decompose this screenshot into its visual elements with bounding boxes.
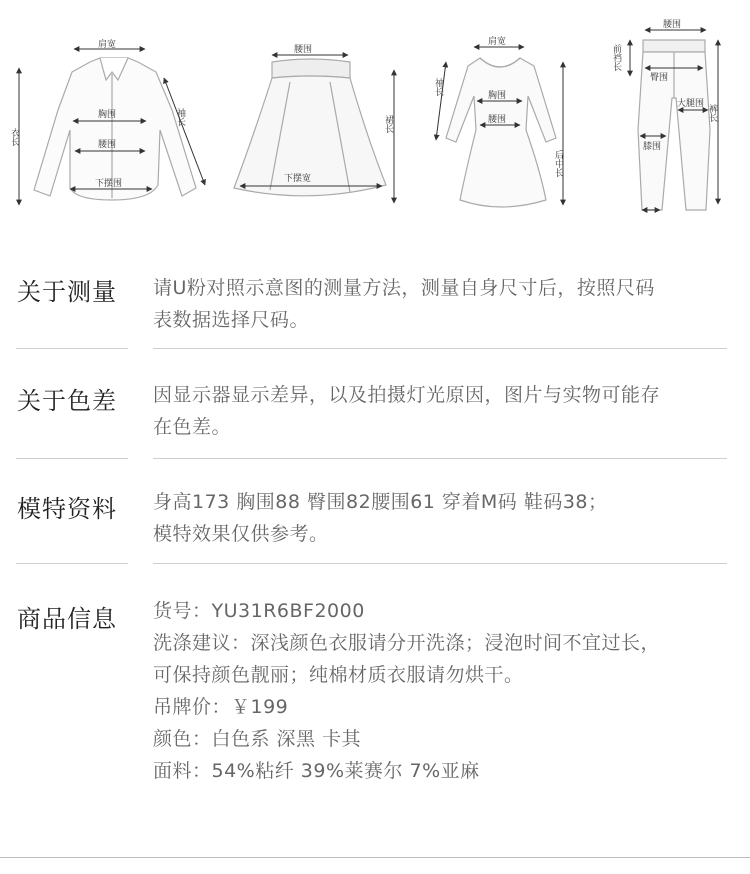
measurement-diagrams: [0, 0, 750, 230]
section-body-measurement: [153, 272, 733, 336]
body-line: 在色差。: [153, 416, 232, 438]
dress-chest-label: 胸围: [488, 91, 507, 101]
tag-price: 吊牌价：￥199: [153, 696, 289, 718]
shirt-shoulder-label: 肩宽: [98, 40, 117, 50]
section-title-color-difference: 关于色差: [17, 387, 117, 415]
body-line: 请U粉对照示意图的测量方法，测量自身尺寸后，按照尺码: [153, 277, 655, 299]
pants-knee-label: 膝围: [643, 142, 662, 152]
dress-diagram: [446, 58, 556, 207]
pants-front-rise-label: 前裆长: [611, 44, 621, 71]
section-body-product-info: [153, 595, 733, 787]
body-line: 因显示器显示差异，以及拍摄灯光原因，图片与实物可能存: [153, 384, 661, 406]
divider: [16, 348, 128, 349]
divider: [16, 458, 128, 459]
divider: [153, 458, 727, 459]
shirt-waist-label: 腰围: [98, 140, 117, 150]
shirt-chest-label: 胸围: [98, 110, 117, 120]
skirt-waist-label: 腰围: [294, 45, 313, 55]
pants-length-label: 裤长: [707, 104, 717, 122]
shirt-hem-label: 下摆围: [95, 179, 123, 189]
colors: 颜色：白色系 深黑 卡其: [153, 728, 362, 750]
bottom-divider: [0, 857, 750, 858]
fabric: 面料：54%粘纤 39%莱赛尔 7%亚麻: [153, 760, 480, 782]
section-title-model-info: 模特资料: [17, 495, 117, 523]
pants-thigh-label: 大腿围: [677, 99, 705, 109]
body-line: 模特效果仅供参考。: [153, 523, 329, 545]
section-body-color-difference: [153, 379, 733, 443]
shirt-length-label: 衣长: [9, 128, 19, 146]
section-title-measurement: 关于测量: [17, 278, 117, 306]
section-body-model-info: [153, 486, 733, 550]
product-sku: 货号：YU31R6BF2000: [153, 600, 365, 622]
dress-sleeve-label: 袖长: [433, 78, 443, 96]
skirt-hem-label: 下摆宽: [284, 174, 312, 184]
body-line: 表数据选择尺码。: [153, 309, 310, 331]
dress-back-length-label: 后中长: [553, 150, 563, 177]
pants-waist-label: 腰围: [663, 20, 682, 30]
dress-waist-label: 腰围: [488, 115, 507, 125]
divider: [16, 563, 128, 564]
wash-advice: 洗涤建议：深浅颜色衣服请分开洗涤；浸泡时间不宜过长，: [153, 632, 661, 654]
divider: [153, 563, 727, 564]
pants-hip-label: 臀围: [650, 73, 669, 83]
section-title-product-info: 商品信息: [17, 605, 117, 633]
divider: [153, 348, 727, 349]
shirt-sleeve-label: 袖长: [175, 108, 185, 126]
wash-advice-cont: 可保持颜色靓丽；纯棉材质衣服请勿烘干。: [153, 664, 524, 686]
dress-shoulder-label: 肩宽: [488, 37, 507, 47]
body-line: 身高173 胸围88 臀围82腰围61 穿着M码 鞋码38；: [153, 491, 608, 513]
skirt-length-label: 裙长: [383, 115, 393, 133]
pants-diagram: [638, 40, 710, 210]
